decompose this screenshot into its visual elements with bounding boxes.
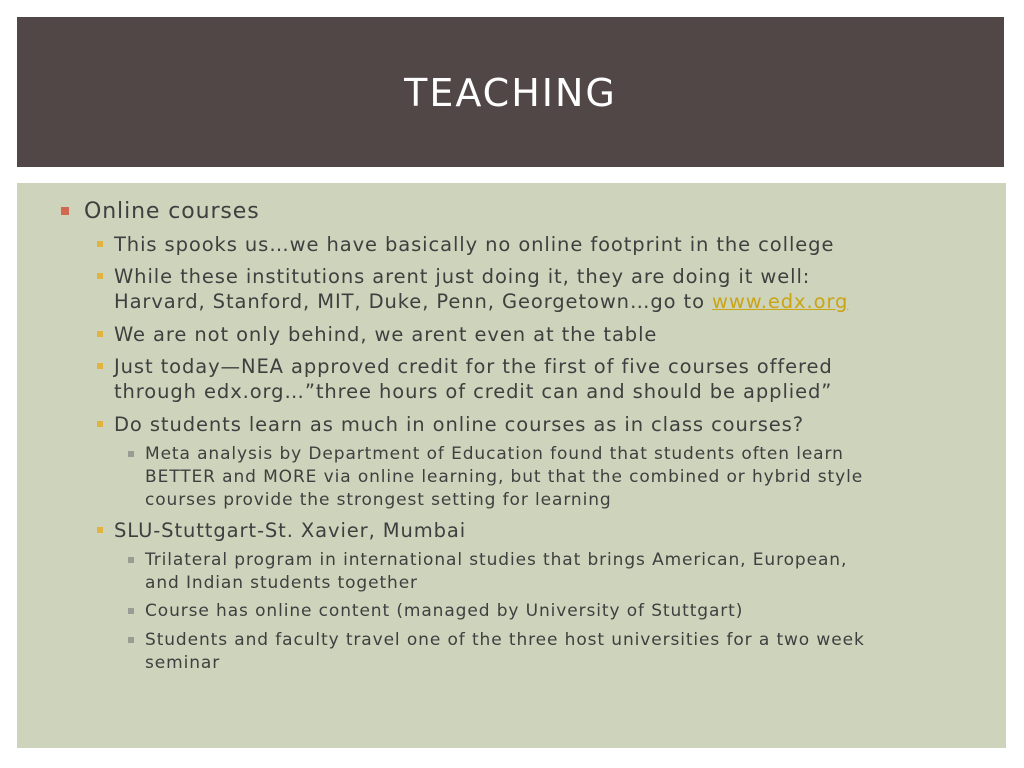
bullet-level2 xyxy=(97,363,103,369)
sub-meta-analysis-line1: Meta analysis by Department of Education found that students often learn xyxy=(145,444,844,464)
sub-travel xyxy=(145,629,965,675)
bullet-level3 xyxy=(128,557,134,563)
bullet-level2 xyxy=(97,421,103,427)
bullet-level3 xyxy=(128,637,134,643)
bullet-level2 xyxy=(97,527,103,533)
bullet-institutions xyxy=(114,264,934,314)
sub-trilateral-line2: and Indian students together xyxy=(145,573,418,593)
sub-travel-line1: Students and faculty travel one of the three host universities for a two week xyxy=(145,630,865,650)
sub-meta-analysis xyxy=(145,443,965,512)
sub-travel-line2: seminar xyxy=(145,653,221,673)
heading-online-courses: Online courses xyxy=(84,199,260,224)
slide-title: TEACHING xyxy=(404,71,617,115)
bullet-level2 xyxy=(97,331,103,337)
bullet-level2 xyxy=(97,273,103,279)
sub-meta-analysis-line3: courses provide the strongest setting for learning xyxy=(145,490,612,510)
bullet-institutions-text: Harvard, Stanford, MIT, Duke, Penn, Georgetown…go to xyxy=(114,290,713,313)
sub-trilateral-line1: Trilateral program in international studies that brings American, European, xyxy=(145,550,848,570)
bullet-nea-line1: Just today—NEA approved credit for the first of five courses offered xyxy=(114,355,833,378)
bullet-institutions-line1: While these institutions arent just doing it, they are doing it well: xyxy=(114,265,811,288)
bullet-behind: We are not only behind, we arent even at the table xyxy=(114,323,658,346)
bullet-footprint: This spooks us…we have basically no online footprint in the college xyxy=(114,233,835,256)
bullet-nea-line2: through edx.org…”three hours of credit can and should be applied” xyxy=(114,380,833,403)
bullet-level3 xyxy=(128,608,134,614)
bullet-slu: SLU-Stuttgart-St. Xavier, Mumbai xyxy=(114,519,467,542)
bullet-nea xyxy=(114,354,934,404)
sub-online-content: Course has online content (managed by University of Stuttgart) xyxy=(145,601,744,621)
bullet-level1 xyxy=(61,207,69,215)
sub-meta-analysis-line2: BETTER and MORE via online learning, but that the combined or hybrid style xyxy=(145,467,864,487)
title-bar xyxy=(17,17,1004,167)
bullet-level2 xyxy=(97,241,103,247)
sub-trilateral xyxy=(145,549,965,595)
bullet-learn: Do students learn as much in online courses as in class courses? xyxy=(114,413,804,436)
bullet-level3 xyxy=(128,451,134,457)
bullet-institutions-line2 xyxy=(114,289,934,314)
edx-link[interactable]: www.edx.org xyxy=(712,290,849,313)
